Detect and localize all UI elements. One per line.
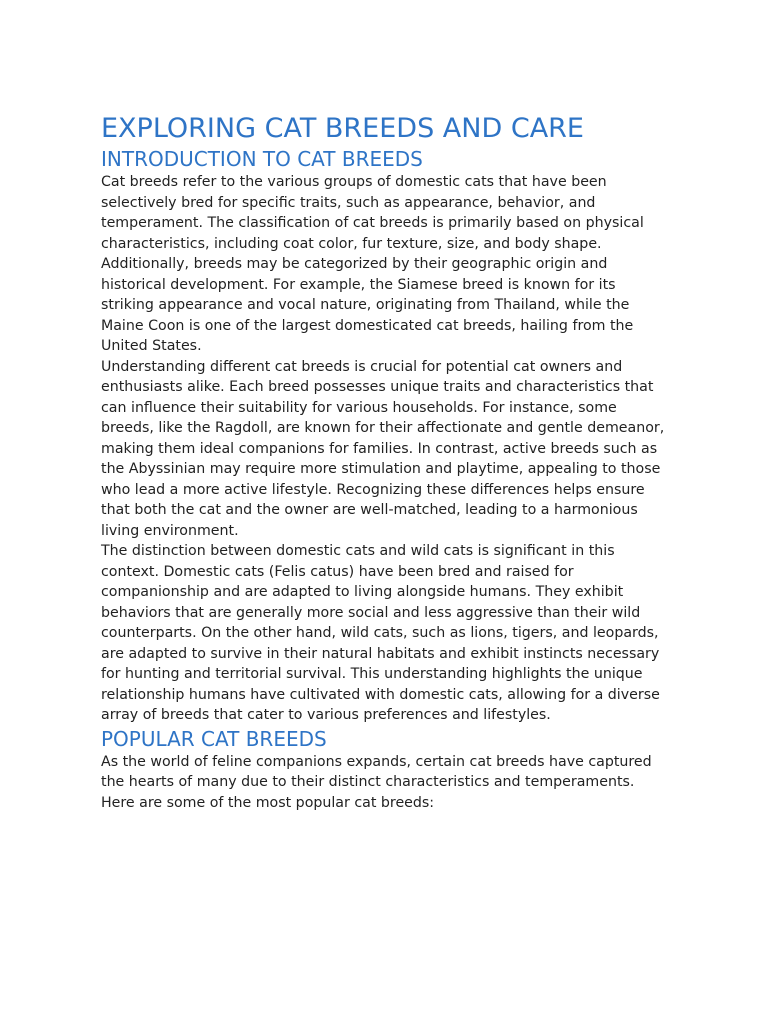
paragraph-understanding-breeds: Understanding different cat breeds is crucial for potential cat owners and enthusiasts alike. Each breed possesses unique traits and characteristics that can influence their suitability for various households. For instance, some breeds, like the Ragdoll, are known for their affectionate and gentle demeanor, making them ideal companions for families. In contrast, active breeds such as the Abyssinian may require more stimulation and playtime, appealing to those who lead a more active lifestyle. Recognizing these differences helps ensure that both the cat and the owner are well-matched, leading to a harmonious living environment. — [101, 358, 665, 539]
section-heading-introduction: INTRODUCTION TO CAT BREEDS — [101, 147, 423, 171]
paragraph-popular-breeds-intro: As the world of feline companions expands, certain cat breeds have captured the hearts of many due to their distinct characteristics and temperaments. Here are some of the most popular cat breeds: — [101, 753, 652, 811]
document-title: EXPLORING CAT BREEDS AND CARE — [101, 113, 584, 144]
section-heading-popular-breeds: POPULAR CAT BREEDS — [101, 726, 327, 751]
paragraph-domestic-vs-wild: The distinction between domestic cats and wild cats is significant in this context. Domestic cats (Felis catus) have been bred and raised for companionship and are adapted to living alongside humans. They exhibit behaviors that are generally more social and less aggressive than their wild counterparts. On the other hand, wild cats, such as lions, tigers, and leopards, are adapted to survive in their natural habitats and exhibit instincts necessary for hunting and territorial survival. This understanding highlights the unique relationship humans have cultivated with domestic cats, allowing for a diverse array of breeds that cater to various preferences and lifestyles. — [101, 543, 660, 723]
paragraph-cat-breeds-definition: Cat breeds refer to the various groups of domestic cats that have been selectively bred for specific traits, such as appearance, behavior, and temperament. The classification of cat breeds is primarily based on physical characteristics, including coat color, fur texture, size, and body shape. Additionally, breeds may be categorized by their geographic origin and historical development. For example, the Siamese breed is known for its striking appearance and vocal nature, originating from Thailand, while the Maine Coon is one of the largest domesticated cat breeds, hailing from the United States. — [101, 174, 644, 354]
document-content — [101, 112, 669, 813]
